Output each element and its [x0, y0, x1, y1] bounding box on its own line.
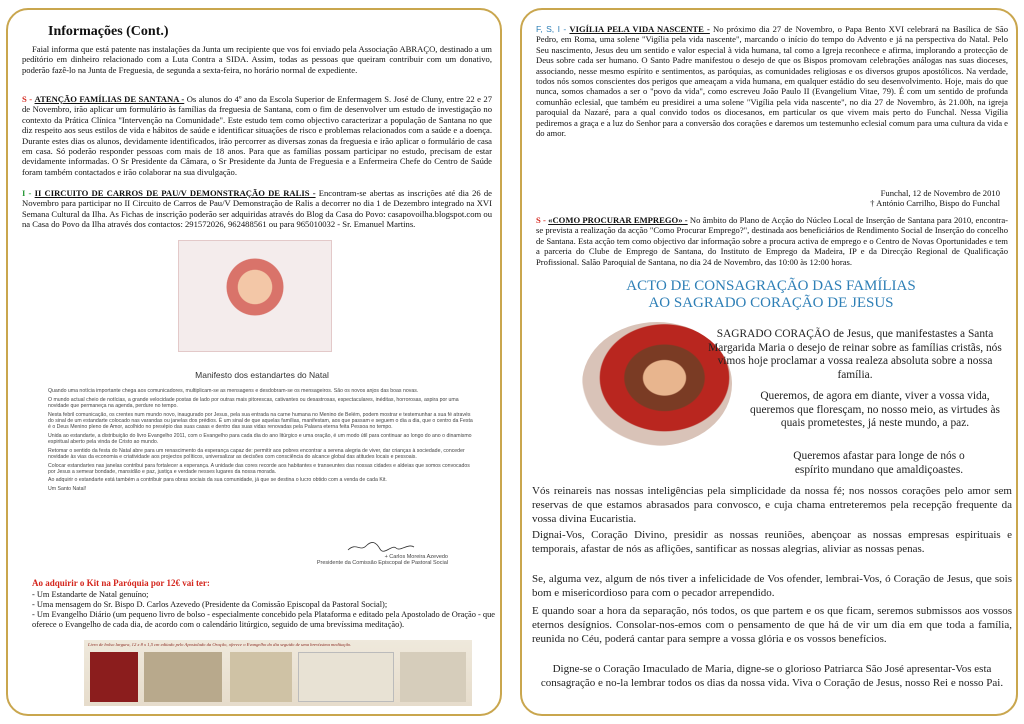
- manifesto-paragraph: Um Santo Natal!: [48, 486, 87, 493]
- right-page: [520, 8, 1018, 716]
- emprego-body: No âmbito do Plano de Acção do Núcleo Local de Inserção de Santana para 2010, encontra-se prevista a realização da acção "Como Procurar Emprego?", destinada aos beneficiários de Rendimento Social de Inserção do concelho de Santana. Esta acção tem como objectivo dar informação sobre a procura activa de emprego e o Centro de Novas Oportunidades e tem a parceria do Clube de Emprego de Santana, do Instituto de Emprego da Madeira, IP e da Direcção Regional de Qualificação Profissional. Salão Paroquial de Santana, no dia 24 de Novembro, das 10:00 às 12:00 horas.: [536, 215, 1008, 267]
- manifesto-signature: [317, 554, 448, 566]
- kit-item: - Um Evangelho Diário (um pequeno livro de bolso - especialmente concebido pela Plataforma e editado pela Apostolado de Oração - que oferece o Evangelho de cada dia, de acordo com o calendário litúrgico, seguido de uma brevíssima meditação).: [32, 610, 496, 629]
- infant-jesus-image: [178, 240, 332, 352]
- manifesto-paragraph: Quando uma notícia importante chega aos comunicadores, multiplicam-se as mensagens e desdobram-se os mensageiros. São os novos anjos das boas novas.: [48, 388, 419, 394]
- circuito-prefix: I -: [22, 188, 32, 198]
- signature-scribble: [346, 540, 416, 554]
- manifesto-paragraph: Nesta febril comunicação, os crentes num mundo novo, inaugurado por Jesus, pela sua entrada na carne humana no Menino de Belém, podem mostrar e testemunhar a sua fé através do sinal de um estandarte colocado nas varandas ou janelas dos prédios. É um sinal de que aquelas famílias, manifestam, aos que passam e seguem o dia a dia, que o centro da Festa é o Deus Menino pleno de Amor, acolhido no presépio das suas casas e dentro das suas vidas renovadas pela Palavra eterna feita Pessoa no tempo.: [48, 411, 473, 431]
- banner-image: [90, 652, 138, 702]
- infant-figure: [210, 251, 300, 341]
- manifesto-paragraph: Unida ao estandarte, a distribuição do livro Evangelho 2011, com o Evangelho para cada dia do ano litúrgico e uma oração, é um modo útil para continuar ao longo do ano o dinamismo espiritual aberto pela vinda de Cristo ao mundo.: [48, 432, 472, 445]
- signature-role: Presidente da Comissão Episcopal de Pastoral Social: [316, 560, 448, 566]
- circuito-notice: [22, 188, 492, 230]
- kit-list: [32, 590, 502, 630]
- familias-heading: ATENÇÃO FAMÍLIAS DE SANTANA -: [34, 94, 185, 104]
- familias-body: Os alunos do 4º ano da Escola Superior de Enfermagem S. José de Cluny, entre 22 e 27 de Novembro, irão aplicar um formulário às famílias da freguesia de Santana, com o fim de desenvolver um estudo de investigação no contexto da Prática Clínica "Intervenção na Comunidade". Este estudo tem como objectivo caracterizar a população de Santana no que diz respeito aos seus estilos de vida e hábitos de saúde e identificar situações de risco e problemas relacionados com a saúde e a doença. Durante estes dias os alunos, devidamente identificados, irão percorrer as diversas zonas da freguesia e irão aplicar o formulário de casa em casa. Só poderão responder pessoas com mais de 18 anos. Para que as famílias possam participar no estudo, precisam de estar devidamente informadas. O Sr Presidente da Câmara, o Sr Presidente da Junta de Freguesia e a Enfermeira Chefe do Centro de Saúde foram também contactados e irão colaborar na sua divulgação.: [22, 94, 492, 177]
- emprego-prefix: S -: [536, 215, 546, 225]
- abraco-notice: [22, 44, 492, 75]
- act-paragraph: SAGRADO CORAÇÃO de Jesus, que manifestastes a Santa Margarida Maria o desejo de reinar sobre as famílias cristãs, nós vimos hoje proclamar a vossa realeza absoluta sobre a nossa família.: [708, 328, 1002, 381]
- manifesto-title: Manifesto dos estandartes do Natal: [195, 370, 329, 380]
- act-paragraph: Se, alguma vez, algum de nós tiver a infelicidade de Vos ofender, lembrai-Vos, ó Coração de Jesus, que sois bom e misericordioso para com o pecador arrependido.: [532, 573, 1012, 599]
- manifesto-paragraph: Colocar estandartes nas janelas contribui para fortalecer a esperança. A unidade das cores recorde aos habitantes e transeuntes das nossas cidades e aldeias que somos convocados por Jesus a semear bondade, mansidão e paz, justiça e verdade nesses lugares da nossa morada.: [48, 462, 470, 475]
- act-paragraph: Vós reinareis nas nossas inteligências pela simplicidade da nossa fé; nos nossos corações pelo amor sem reservas de que estamos abrasados para convosco, e cuja chama entreteremos pela recepção frequente da vossa divina Eucaristia.: [532, 485, 1012, 525]
- emprego-heading: «COMO PROCURAR EMPREGO» -: [548, 215, 688, 225]
- act-paragraph: Queremos, de agora em diante, viver a vossa vida, queremos que floresçam, no nosso meio, as virtudes às quais prometestes, já neste mundo, a paz.: [750, 390, 1000, 430]
- kit-images-strip: [84, 640, 472, 706]
- act-title-line: AO SAGRADO CORAÇÃO DE JESUS: [648, 295, 894, 311]
- vigil-prefix: F, S, I -: [536, 24, 567, 34]
- vigil-sign: † António Carrilho, Bispo do Funchal: [870, 198, 1000, 209]
- booklet-image: [400, 652, 466, 702]
- vigil-body: No próximo dia 27 de Novembro, o Papa Bento XVI celebrará na Basílica de São Pedro, em Roma, uma solene "Vigília pela vida nascente", marcando o início do tempo do Advento e já na perspectiva do Natal. Pelo Seu nascimento, Jesus deu um sentido e valor especial à vida humana, tal como a Igreja reconhece e afirma, implorando a protecção de Deus sobre cada ser humano. O Santo Padre manifestou o desejo de que os Bispos promovam celebrações análogas nas suas dioceses, associando, nesse mesmo espírito e sentimentos, as paróquias, as comunidades religiosas e os diversos grupos apostólicos. Na verdade, todos nós somos conscientes dos perigos que ameaçam a vida humana, em qualquer estádio do seu desenvolvimento. Hoje, mais do que nunca, somos chamados a ser o "povo da vida", como escreveu João Paulo II (Evangelium Vitae, 79). É com um sentido de profunda comunhão eclesial, que também eu presidirei a uma solene "Vigília pela vida nascente", no dia 27 de Novembro, às 21.00h, na igreja paroquial da Nazaré, para a qual convido todos os diocesanos, em particular os que vivem mais perto do Funchal. Nessa Vigília pediremos a graça e a luz do Senhor para a conversão dos corações e daremos um testemunho eclesial comum para uma cultura da vida e do amor.: [536, 24, 1008, 139]
- vigil-date: Funchal, 12 de Novembro de 2010: [880, 188, 1000, 198]
- manifesto-paragraph: O mundo actual cheio de notícias, a grande velocidade postas de lado por outras mais pitorescas, cativantes ou desastrosas, espectaculares, inéditas, horrorosas, aspira por uma novidade que permaneça na agenda, perdure no tempo.: [48, 396, 459, 409]
- kit-item: - Um Estandarte de Natal genuíno;: [32, 590, 149, 599]
- emprego-notice: [536, 215, 1008, 267]
- act-paragraph: Dignai-Vos, Coração Divino, presidir as nossas reuniões, abençoar as nossas empresas espirituais e temporais, afastar de nós as aflições, santificar as nossas alegrias, aliviar as nossas penas.: [532, 529, 1012, 555]
- manifesto-body: [48, 388, 476, 492]
- left-page: [6, 8, 502, 716]
- signature-name: + Carlos Moreira Azevedo: [384, 554, 448, 560]
- circuito-heading: II CIRCUITO DE CARROS DE PAU/V DEMONSTRAÇÃO DE RALIS -: [34, 188, 316, 198]
- act-title-line: ACTO DE CONSAGRAÇÃO DAS FAMÍLIAS: [626, 278, 916, 294]
- act-paragraph: Digne-se o Coração Imaculado de Maria, digne-se o glorioso Patriarca São José apresentar-Vos esta consagração e no-la lembrar todos os dias da nossa vida. Viva o Coração de Jesus, nosso Rei e nosso Pai.: [540, 663, 1004, 689]
- vigil-signature: [870, 188, 1000, 209]
- abraco-text: Faial informa que está patente nas instalações da Junta um recipiente que vos foi enviado pela Associação ABRAÇO, destinado a um pedítório em dinheiro relacionado com a Luta Contra a SIDA. Assim, todas as pessoas que queiram contribuir com um donativo, poderão fazê-lo na Junta de Freguesia, de segunda a sexta-feira, no horário normal de expediente.: [22, 44, 492, 75]
- open-book-image: [298, 652, 394, 702]
- manifesto-paragraph: Retomar o sentido da festa do Natal abre para um renascimento da esperança capaz de: permitir aos pobres encontrar a serena alegria de viver, dar crianças à sociedade, conceder novidade às vias da economia e criatividade aos projectos políticos, universalizar as decisões com consciência do alcance global das atitudes locais e pessoais.: [48, 447, 465, 460]
- vigil-heading: VIGÍLIA PELA VIDA NASCENTE -: [569, 24, 710, 34]
- book-cover-image: [230, 652, 292, 702]
- familias-prefix: S -: [22, 94, 33, 104]
- strip-caption: Livro de bolso largura, 12 x 8 x 1,5 cm editado pelo Apostolado da Oração, oferece o Evangelho do dia seguido de uma brevíssima meditação.: [88, 642, 352, 647]
- kit-item: - Uma mensagem do Sr. Bispo D. Carlos Azevedo (Presidente da Comissão Episcopal da Pastoral Social);: [32, 600, 388, 609]
- circuito-body: Encontram-se abertas as inscrições até dia 26 de Novembro para participar no II Circuito de Carros de Pau/V Demonstração de Ralis a decorrer no dia 1 de Dezembro integrado na XVI Semana Cultural da Ilha. As Fichas de inscrição poderão ser adquiridas através do Blog da Casa do Povo: casapovoilha.blogspot.com ou na Casa do Povo da Ilha através dos contactos: 291572026, 962488561 ou para 965010032 - Sr. Emanuel Martins.: [22, 188, 492, 230]
- manifesto-box: [48, 360, 476, 570]
- nativity-image: [144, 652, 222, 702]
- act-paragraph: E quando soar a hora da separação, nós todos, os que partem e os que ficam, seremos submissos aos vossos eternos desígnios. Consolar-nos-emos com o pensamento de que há de vir um dia em que toda a família, reunida no Céu, poderá cantar para sempre a vossa glória e os vossos benefícios.: [532, 605, 1012, 645]
- kit-heading: Ao adquirir o Kit na Paróquia por 12€ vai ter:: [32, 578, 210, 588]
- page-title: Informações (Cont.): [48, 24, 169, 39]
- vigil-notice: [536, 24, 1008, 138]
- act-title: [522, 278, 1018, 312]
- act-paragraph: Queremos afastar para longe de nós o espírito mundano que amaldiçoastes.: [793, 450, 965, 476]
- manifesto-paragraph: Ao adquirir o estandarte está também a contribuir para obras sociais da sua comunidade, já que se destina o lucro obtido com a venda de cada Kit.: [48, 477, 387, 484]
- familias-notice: [22, 94, 492, 177]
